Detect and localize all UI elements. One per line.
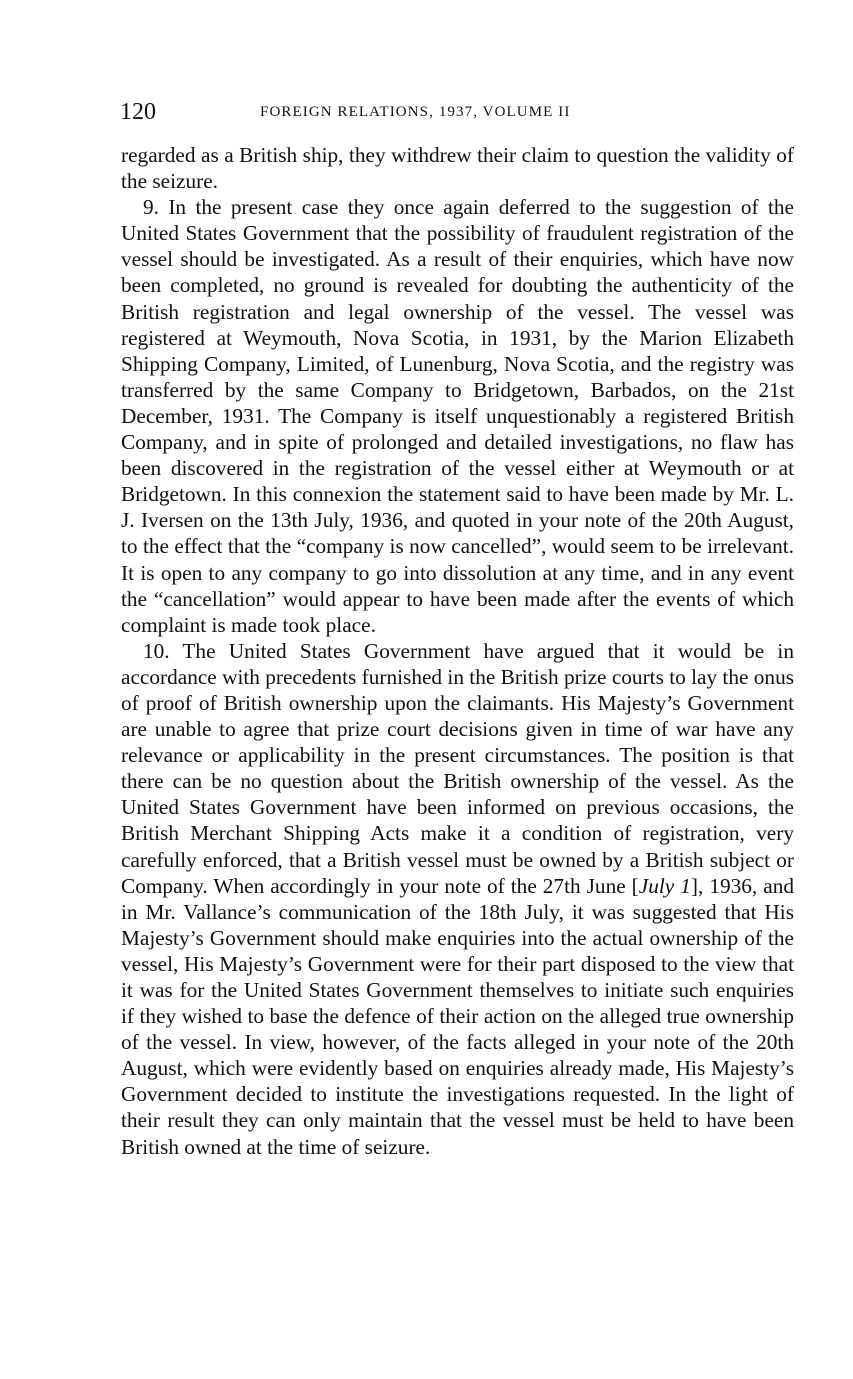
editorial-date-insert: July 1 bbox=[638, 873, 691, 898]
page-number: 120 bbox=[120, 99, 156, 125]
paragraph-9: 9. In the present case they once again deferred to the suggestion of the United States Government that the possibility of fraudulent registration of the vessel should be investigated. As a result of their enquiries, which have now been completed, no ground is revealed for doubting the authenticity of the British registration and legal ownership of the vessel. The vessel was registered at Weymouth, Nova Scotia, in 1931, by the Marion Elizabeth Shipping Company, Limited, of Lunenburg, Nova Scotia, and the registry was transferred by the same Company to Bridgetown, Barbados, on the 21st December, 1931. The Company is itself unquestionably a registered British Company, and in spite of prolonged and detailed investigations, no flaw has been discovered in the registration of the vessel either at Weymouth or at Bridgetown. In this connexion the statement said to have been made by Mr. L. J. Iversen on the 13th July, 1936, and quoted in your note of the 20th August, to the effect that the “company is now cancelled”, would seem to be irrelevant. It is open to any company to go into dissolution at any time, and in any event the “cancellation” would appear to have been made after the events of which complaint is made took place. bbox=[121, 195, 794, 637]
running-head bbox=[120, 96, 795, 128]
paragraph-10-text-after: ], 1936, and in Mr. Vallance’s communication of the 18th July, it was suggested that His Majesty’s Government should make enquiries into the actual ownership of the vessel, His Majesty’s Government were for their part disposed to the view that it was for the United States Government themselves to initiate such enquiries if they wished to base the defence of their action on the alleged true ownership of the vessel. In view, however, of the facts alleged in your note of the 20th August, which were evidently based on enquiries already made, His Majesty’s Government decided to institute the investigations requested. In the light of their result they can only maintain that the vessel must be held to have been British owned at the time of seizure. bbox=[121, 873, 794, 1159]
running-title: FOREIGN RELATIONS, 1937, VOLUME II bbox=[260, 104, 571, 120]
body-text bbox=[121, 142, 794, 1160]
paragraph-10 bbox=[121, 638, 794, 1160]
paragraph-continuation: regarded as a British ship, they withdrew their claim to question the validity of the seizure. bbox=[121, 143, 794, 194]
paragraph-10-text-before: 10. The United States Government have argued that it would be in accordance with precedents furnished in the British prize courts to lay the onus of proof of British ownership upon the claimants. His Majesty’s Government are unable to agree that prize court decisions given in time of war have any relevance or applicability in the present circumstances. The position is that there can be no question about the British ownership of the vessel. As the United States Government have been informed on previous occasions, the British Merchant Shipping Acts make it a condition of registration, very carefully enforced, that a British vessel must be owned by a British subject or Company. When accordingly in your note of the 27th June [ bbox=[121, 638, 795, 898]
